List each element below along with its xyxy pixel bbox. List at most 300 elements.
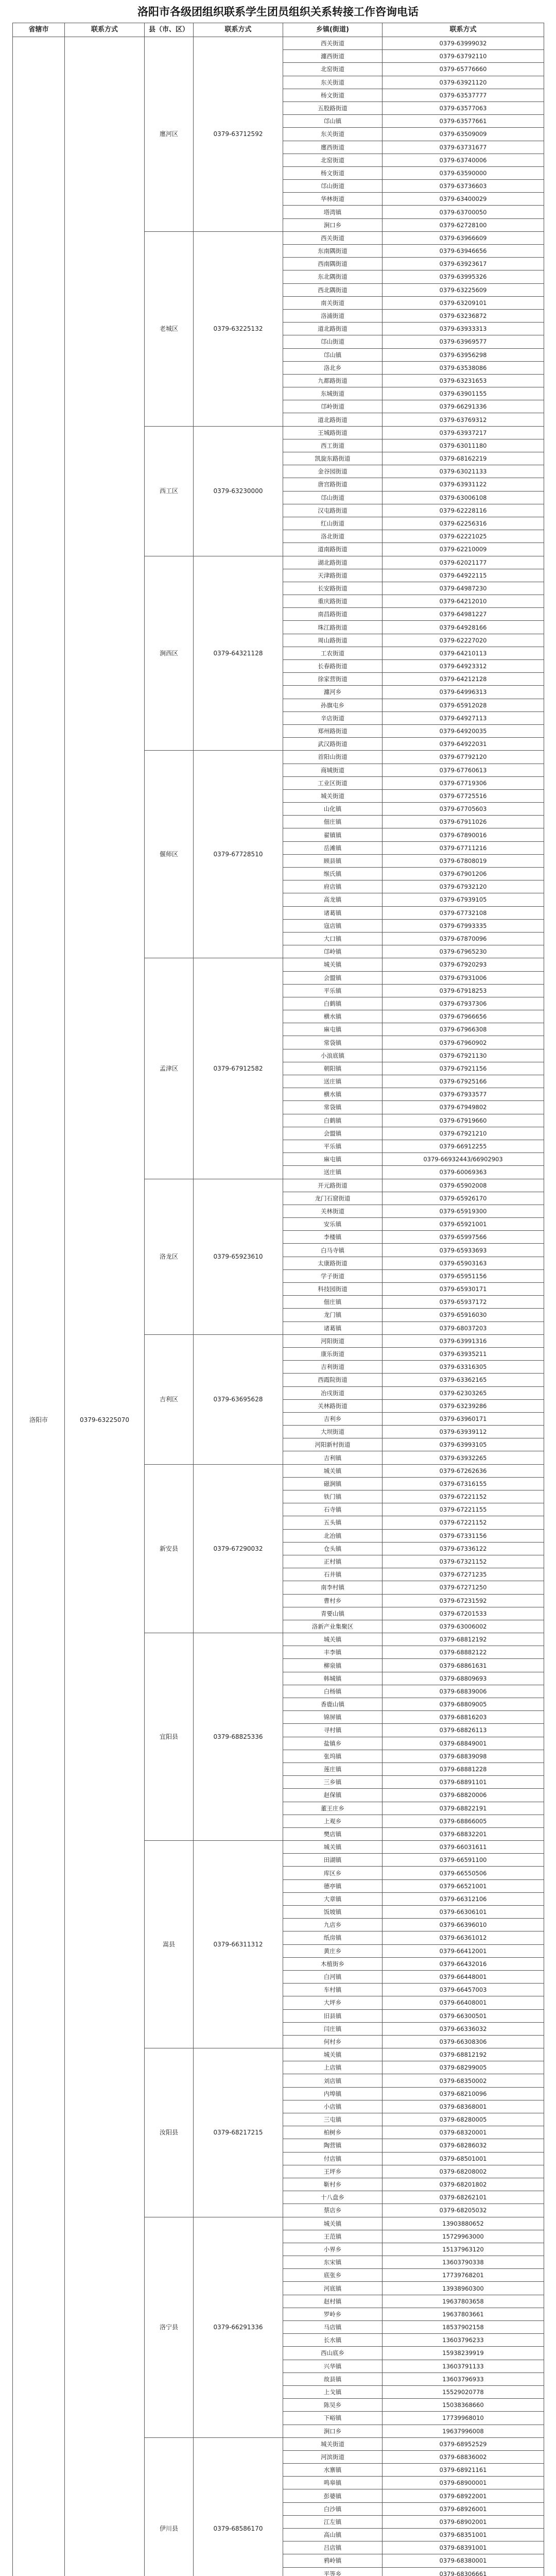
town-phone: 0379-64922115 <box>383 569 544 582</box>
town-phone: 0379-67966308 <box>383 1023 544 1036</box>
town-name: 涧口乡 <box>283 218 383 231</box>
district-name: 汝阳县 <box>145 2048 194 2217</box>
town-name: 邙岭街道 <box>283 400 383 413</box>
town-name: 黄庄乡 <box>283 1944 383 1957</box>
town-phone: 0379-66396010 <box>383 1919 544 1931</box>
town-name: 纸房镇 <box>283 1931 383 1944</box>
town-phone: 0379-66361012 <box>383 1931 544 1944</box>
district-name: 西工区 <box>145 426 194 556</box>
district-phone: 0379-65923610 <box>194 1179 283 1334</box>
town-phone: 0379-66412001 <box>383 1944 544 1957</box>
town-name: 岳滩镇 <box>283 841 383 854</box>
town-name: 会盟镇 <box>283 1127 383 1140</box>
town-name: 邙山街道 <box>283 491 383 504</box>
town-phone: 19637803658 <box>383 2295 544 2308</box>
header-district: 县（市、区） <box>145 23 194 37</box>
town-name: 罗岭乡 <box>283 2308 383 2320</box>
town-phone: 0379-66031611 <box>383 1841 544 1854</box>
town-name: 翟镇镇 <box>283 828 383 841</box>
town-name: 蔡店乡 <box>283 2204 383 2217</box>
town-phone: 0379-67808019 <box>383 854 544 867</box>
town-name: 仓头镇 <box>283 1542 383 1555</box>
town-phone: 0379-68809005 <box>383 1698 544 1711</box>
town-phone: 0379-63960171 <box>383 1412 544 1425</box>
town-phone: 0379-68368001 <box>383 2100 544 2113</box>
town-phone: 0379-67966656 <box>383 1010 544 1023</box>
town-name: 吉利镇 <box>283 1451 383 1464</box>
town-name: 大章镇 <box>283 1892 383 1905</box>
town-name: 山化镇 <box>283 803 383 816</box>
town-phone: 0379-68286032 <box>383 2139 544 2152</box>
town-phone: 0379-68836002 <box>383 2450 544 2463</box>
town-phone: 0379-67918253 <box>383 984 544 997</box>
town-phone: 0379-67221152 <box>383 1516 544 1529</box>
town-name: 河滨街道 <box>283 2450 383 2463</box>
town-phone: 0379-63740006 <box>383 154 544 166</box>
town-phone: 0379-63231653 <box>383 374 544 387</box>
town-phone: 0379-68809693 <box>383 1672 544 1685</box>
header-town: 乡镇(街道) <box>283 23 383 37</box>
town-phone: 0379-67920293 <box>383 958 544 971</box>
town-phone: 0379-63932265 <box>383 1451 544 1464</box>
town-phone: 0379-63933313 <box>383 323 544 335</box>
town-name: 陈吴乡 <box>283 2399 383 2412</box>
town-phone: 0379-64981227 <box>383 608 544 621</box>
town-name: 赵保镇 <box>283 1789 383 1802</box>
town-phone: 0379-67316155 <box>383 1477 544 1490</box>
town-phone: 0379-68210096 <box>383 2087 544 2100</box>
town-phone: 0379-67939105 <box>383 893 544 906</box>
town-name: 白鹤镇 <box>283 1114 383 1127</box>
town-name: 西霞院街道 <box>283 1374 383 1386</box>
town-phone: 17739968010 <box>383 2412 544 2425</box>
town-name: 洛北乡 <box>283 361 383 374</box>
town-name: 何村乡 <box>283 2035 383 2048</box>
town-phone: 0379-67201533 <box>383 1607 544 1620</box>
town-phone: 0379-63316305 <box>383 1361 544 1374</box>
town-phone: 13903880652 <box>383 2217 544 2230</box>
town-name: 瀍西街道 <box>283 50 383 63</box>
town-phone: 0379-66591100 <box>383 1854 544 1867</box>
town-name: 西关街道 <box>283 37 383 50</box>
town-phone: 0379-68262101 <box>383 2191 544 2204</box>
town-name: 西北隅街道 <box>283 283 383 296</box>
town-name: 十八盘乡 <box>283 2191 383 2204</box>
town-name: 平乐镇 <box>283 1140 383 1153</box>
town-name: 凯旋东路街道 <box>283 452 383 465</box>
town-name: 王城路街道 <box>283 426 383 439</box>
town-name: 杨文街道 <box>283 89 383 101</box>
town-phone: 0379-68037203 <box>383 1321 544 1334</box>
town-name: 白沙镇 <box>283 2502 383 2515</box>
town-phone: 0379-67993335 <box>383 919 544 932</box>
town-phone: 13603790338 <box>383 2256 544 2269</box>
district-phone: 0379-67912582 <box>194 958 283 1179</box>
town-phone: 0379-63362165 <box>383 1374 544 1386</box>
town-name: 关林街道 <box>283 1205 383 1217</box>
town-name: 邙岭镇 <box>283 945 383 958</box>
town-name: 麻屯镇 <box>283 1153 383 1166</box>
town-name: 徐家营街道 <box>283 673 383 686</box>
town-name: 洛新产业集聚区 <box>283 1620 383 1633</box>
district-phone: 0379-68586170 <box>194 2437 283 2576</box>
town-name: 周山路街道 <box>283 634 383 647</box>
town-name: 柳泉镇 <box>283 1659 383 1672</box>
town-phone: 0379-64920035 <box>383 724 544 737</box>
header-district-contact: 联系方式 <box>194 23 283 37</box>
town-phone: 17739768201 <box>383 2269 544 2282</box>
town-name: 安乐镇 <box>283 1218 383 1231</box>
town-phone: 0379-68208002 <box>383 2165 544 2178</box>
town-name: 吕店镇 <box>283 2541 383 2554</box>
town-phone: 0379-63021133 <box>383 465 544 478</box>
town-phone: 0379-62227020 <box>383 634 544 647</box>
town-phone: 0379-66336032 <box>383 2022 544 2035</box>
town-phone: 0379-68881228 <box>383 1762 544 1775</box>
town-name: 上店镇 <box>283 2061 383 2074</box>
town-name: 小界乡 <box>283 2243 383 2256</box>
district-name: 偃师区 <box>145 751 194 958</box>
town-name: 白杨镇 <box>283 1685 383 1698</box>
town-phone: 0379-62021177 <box>383 556 544 569</box>
town-phone: 0379-68861631 <box>383 1659 544 1672</box>
town-name: 河底镇 <box>283 2282 383 2295</box>
town-phone: 0379-67933577 <box>383 1088 544 1101</box>
town-name: 北窑街道 <box>283 63 383 76</box>
town-phone: 13938960300 <box>383 2282 544 2295</box>
district-phone: 0379-63230000 <box>194 426 283 556</box>
town-phone: 0379-63590000 <box>383 166 544 179</box>
town-phone: 0379-67870096 <box>383 932 544 945</box>
town-name: 平乐镇 <box>283 984 383 997</box>
town-name: 缑氏镇 <box>283 868 383 880</box>
town-name: 城关镇 <box>283 1841 383 1854</box>
town-phone: 0379-64212128 <box>383 673 544 686</box>
district-name: 吉利区 <box>145 1334 194 1464</box>
town-name: 高龙镇 <box>283 893 383 906</box>
town-phone: 15137963120 <box>383 2243 544 2256</box>
town-name: 五头镇 <box>283 1516 383 1529</box>
town-name: 吉利乡 <box>283 1412 383 1425</box>
town-name: 常袋镇 <box>283 1101 383 1114</box>
town-name: 上戈镇 <box>283 2385 383 2398</box>
town-name: 王范镇 <box>283 2230 383 2243</box>
town-phone: 0379-62228116 <box>383 504 544 517</box>
town-name: 孙旗屯乡 <box>283 699 383 711</box>
town-phone: 0379-68839006 <box>383 1685 544 1698</box>
town-name: 付店镇 <box>283 2152 383 2165</box>
town-name: 高山镇 <box>283 2529 383 2541</box>
town-name: 北窑街道 <box>283 154 383 166</box>
town-phone: 0379-65912028 <box>383 699 544 711</box>
town-name: 塔湾镇 <box>283 206 383 218</box>
town-name: 东南隅街道 <box>283 245 383 258</box>
town-phone: 0379-63935211 <box>383 1347 544 1360</box>
table-header-row <box>13 23 544 37</box>
town-name: 上观乡 <box>283 1815 383 1827</box>
town-name: 小浪底镇 <box>283 1049 383 1062</box>
town-name: 正村镇 <box>283 1555 383 1568</box>
district-phone: 0379-63712592 <box>194 37 283 232</box>
town-name: 南李村镇 <box>283 1581 383 1594</box>
town-name: 下峪镇 <box>283 2412 383 2425</box>
town-name: 佃庄镇 <box>283 816 383 828</box>
district-phone: 0379-66311312 <box>194 1841 283 2048</box>
town-name: 西山底乡 <box>283 2347 383 2360</box>
town-phone: 0379-63736603 <box>383 180 544 193</box>
town-name: 龙门石窟街道 <box>283 1192 383 1205</box>
town-phone: 0379-67921130 <box>383 1049 544 1062</box>
town-name: 三屯镇 <box>283 2113 383 2126</box>
town-phone: 0379-64212010 <box>383 595 544 608</box>
town-name: 会盟镇 <box>283 971 383 984</box>
town-phone: 0379-68299005 <box>383 2061 544 2074</box>
town-name: 东城街道 <box>283 387 383 400</box>
town-phone: 0379-67890016 <box>383 828 544 841</box>
town-name: 九都路街道 <box>283 374 383 387</box>
town-phone: 0379-68826113 <box>383 1724 544 1737</box>
district-name: 洛宁县 <box>145 2217 194 2437</box>
town-name: 杨文街道 <box>283 166 383 179</box>
town-phone: 0379-67932120 <box>383 880 544 893</box>
town-phone: 15529020778 <box>383 2385 544 2398</box>
town-phone: 0379-68816203 <box>383 1711 544 1724</box>
town-name: 三乡镇 <box>283 1776 383 1789</box>
town-phone: 0379-63537777 <box>383 89 544 101</box>
town-name: 辛店街道 <box>283 711 383 724</box>
town-name: 饭坡镇 <box>283 1906 383 1919</box>
town-phone: 15938239919 <box>383 2347 544 2360</box>
town-phone: 0379-63209101 <box>383 296 544 309</box>
town-phone: 0379-63400029 <box>383 193 544 206</box>
district-phone: 0379-63225132 <box>194 231 283 426</box>
town-phone: 0379-67937306 <box>383 997 544 1010</box>
town-phone: 0379-67732108 <box>383 906 544 919</box>
town-phone: 0379-67221152 <box>383 1490 544 1503</box>
town-name: 城关街道 <box>283 789 383 802</box>
town-phone: 0379-63999032 <box>383 37 544 50</box>
town-name: 邙山街道 <box>283 180 383 193</box>
town-phone: 0379-68280005 <box>383 2113 544 2126</box>
district-phone: 0379-68825336 <box>194 1633 283 1841</box>
town-name: 邙山镇 <box>283 348 383 361</box>
town-phone: 0379-68306661 <box>383 2567 544 2576</box>
town-name: 长安路街道 <box>283 582 383 595</box>
town-phone: 0379-63937217 <box>383 426 544 439</box>
town-name: 车村镇 <box>283 1984 383 1996</box>
town-phone: 0379-66312106 <box>383 1892 544 1905</box>
town-phone: 0379-64923312 <box>383 660 544 673</box>
town-name: 樊店镇 <box>283 1827 383 1840</box>
town-name: 红山街道 <box>283 517 383 530</box>
page-title: 洛阳市各级团组织联系学生团员组织关系转接工作咨询电话 <box>137 6 419 18</box>
table-body <box>13 37 544 2576</box>
town-name: 磁涧镇 <box>283 1477 383 1490</box>
district-phone: 0379-67728510 <box>194 751 283 958</box>
town-name: 马店镇 <box>283 2321 383 2334</box>
city-name: 洛阳市 <box>13 37 65 2576</box>
town-phone: 0379-64996313 <box>383 686 544 699</box>
town-phone: 0379-62210009 <box>383 543 544 556</box>
town-phone: 0379-67231592 <box>383 1594 544 1607</box>
town-name: 锦屏镇 <box>283 1711 383 1724</box>
town-phone: 0379-64987230 <box>383 582 544 595</box>
town-name: 寇店镇 <box>283 919 383 932</box>
town-phone: 0379-63239286 <box>383 1399 544 1412</box>
town-phone: 15729963000 <box>383 2230 544 2243</box>
town-name: 长水镇 <box>283 2334 383 2347</box>
town-name: 大坪乡 <box>283 1996 383 2009</box>
town-phone: 0379-63577063 <box>383 101 544 114</box>
town-name: 西南隅街道 <box>283 258 383 270</box>
town-name: 靳村乡 <box>283 2178 383 2191</box>
town-phone: 0379-63993105 <box>383 1438 544 1451</box>
town-name: 柏树乡 <box>283 2126 383 2139</box>
town-phone: 0379-67949802 <box>383 1101 544 1114</box>
town-name: 吉利街道 <box>283 1361 383 1374</box>
district-name: 宜阳县 <box>145 1633 194 1841</box>
town-name: 东北隅街道 <box>283 270 383 283</box>
town-name: 朝阳镇 <box>283 1062 383 1075</box>
town-name: 湖北路街道 <box>283 556 383 569</box>
town-name: 华林街道 <box>283 193 383 206</box>
town-phone: 0379-66432016 <box>383 1957 544 1970</box>
town-phone: 0379-66932443/66902903 <box>383 1153 544 1166</box>
town-name: 城关镇 <box>283 2217 383 2230</box>
town-name: 涧口乡 <box>283 2425 383 2437</box>
town-name: 学子街道 <box>283 1269 383 1282</box>
town-name: 金谷园街道 <box>283 465 383 478</box>
town-phone: 0379-68820006 <box>383 1789 544 1802</box>
town-phone: 0379-68866005 <box>383 1815 544 1827</box>
town-name: 汉屯路街道 <box>283 504 383 517</box>
town-phone: 0379-67965230 <box>383 945 544 958</box>
town-phone: 0379-65903163 <box>383 1257 544 1269</box>
town-phone: 0379-68205032 <box>383 2204 544 2217</box>
town-name: 科技园街道 <box>283 1283 383 1296</box>
town-name: 洛浦街道 <box>283 309 383 322</box>
town-phone: 0379-64928166 <box>383 621 544 634</box>
town-phone: 0379-63991316 <box>383 1334 544 1347</box>
town-name: 大口镇 <box>283 932 383 945</box>
town-phone: 0379-67711216 <box>383 841 544 854</box>
town-name: 城关街道 <box>283 2437 383 2450</box>
town-phone: 0379-68902001 <box>383 2515 544 2528</box>
district-phone: 0379-64321128 <box>194 556 283 751</box>
header-city-contact: 联系方式 <box>65 23 145 37</box>
district-name: 新安县 <box>145 1464 194 1633</box>
town-phone: 0379-68952529 <box>383 2437 544 2450</box>
town-name: 曹村乡 <box>283 1594 383 1607</box>
town-phone: 0379-65921001 <box>383 1218 544 1231</box>
town-name: 李楼镇 <box>283 1231 383 1244</box>
town-name: 寻村镇 <box>283 1724 383 1737</box>
town-phone: 0379-65937172 <box>383 1296 544 1309</box>
town-name: 盐镇乡 <box>283 1737 383 1750</box>
town-name: 兴华镇 <box>283 2360 383 2372</box>
town-name: 德亭镇 <box>283 1879 383 1892</box>
town-name: 青要山镇 <box>283 1607 383 1620</box>
town-name: 故县镇 <box>283 2372 383 2385</box>
district-name: 洛龙区 <box>145 1179 194 1334</box>
town-phone: 0379-66521001 <box>383 1879 544 1892</box>
town-phone: 13603796933 <box>383 2372 544 2385</box>
town-phone: 0379-63538086 <box>383 361 544 374</box>
town-phone: 0379-65902008 <box>383 1179 544 1192</box>
contact-table-wrapper <box>12 23 544 2576</box>
district-name: 廛河区 <box>145 37 194 232</box>
town-name: 东关街道 <box>283 76 383 89</box>
town-name: 水寨镇 <box>283 2464 383 2477</box>
town-phone: 0379-67792120 <box>383 751 544 764</box>
district-phone: 0379-63695628 <box>194 1334 283 1464</box>
town-name: 董王庄乡 <box>283 1802 383 1815</box>
town-name: 商城街道 <box>283 764 383 776</box>
town-phone: 0379-67271235 <box>383 1568 544 1581</box>
town-name: 郑州路街道 <box>283 724 383 737</box>
town-name: 南关街道 <box>283 296 383 309</box>
town-name: 王坪乡 <box>283 2165 383 2178</box>
town-name: 丰李镇 <box>283 1646 383 1659</box>
town-phone: 19637803661 <box>383 2308 544 2320</box>
town-name: 邙山镇 <box>283 115 383 128</box>
town-name: 北冶镇 <box>283 1529 383 1542</box>
town-name: 道北路街道 <box>283 413 383 426</box>
town-phone: 0379-68391001 <box>383 2541 544 2554</box>
town-name: 关林路街道 <box>283 1399 383 1412</box>
town-name: 南昌路街道 <box>283 608 383 621</box>
town-phone: 0379-60069363 <box>383 1166 544 1179</box>
town-phone: 0379-62256316 <box>383 517 544 530</box>
town-phone: 0379-65951156 <box>383 1269 544 1282</box>
town-phone: 0379-68351001 <box>383 2529 544 2541</box>
town-phone: 0379-66448001 <box>383 1970 544 1983</box>
town-name: 工农街道 <box>283 647 383 659</box>
town-phone: 0379-63225609 <box>383 283 544 296</box>
town-name: 底张乡 <box>283 2269 383 2282</box>
town-phone: 0379-63946656 <box>383 245 544 258</box>
town-phone: 0379-62303265 <box>383 1386 544 1399</box>
town-phone: 0379-67760613 <box>383 764 544 776</box>
town-name: 天津路街道 <box>283 569 383 582</box>
town-phone: 0379-68832201 <box>383 1827 544 1840</box>
town-phone: 0379-63923617 <box>383 258 544 270</box>
town-phone: 0379-65916030 <box>383 1309 544 1321</box>
town-name: 送庄镇 <box>283 1166 383 1179</box>
town-name: 白鹤镇 <box>283 997 383 1010</box>
town-name: 库区乡 <box>283 1867 383 1879</box>
town-phone: 0379-67911026 <box>383 816 544 828</box>
town-phone: 0379-67919660 <box>383 1114 544 1127</box>
town-phone: 0379-63006108 <box>383 491 544 504</box>
town-name: 平等乡 <box>283 2567 383 2576</box>
town-phone: 0379-63931122 <box>383 478 544 491</box>
town-name: 常袋镇 <box>283 1036 383 1049</box>
town-name: 旧县镇 <box>283 2009 383 2022</box>
town-phone: 0379-66291336 <box>383 400 544 413</box>
town-name: 彭婆镇 <box>283 2489 383 2502</box>
town-name: 香鹿山镇 <box>283 1698 383 1711</box>
town-phone: 0379-68926001 <box>383 2502 544 2515</box>
town-phone: 0379-68849001 <box>383 1737 544 1750</box>
town-name: 赵村镇 <box>283 2295 383 2308</box>
town-phone: 0379-68812192 <box>383 2048 544 2061</box>
town-name: 唐宫路街道 <box>283 478 383 491</box>
town-phone: 0379-62221025 <box>383 530 544 543</box>
town-name: 刘店镇 <box>283 2074 383 2087</box>
town-phone: 0379-68822191 <box>383 1802 544 1815</box>
town-name: 木植街乡 <box>283 1957 383 1970</box>
